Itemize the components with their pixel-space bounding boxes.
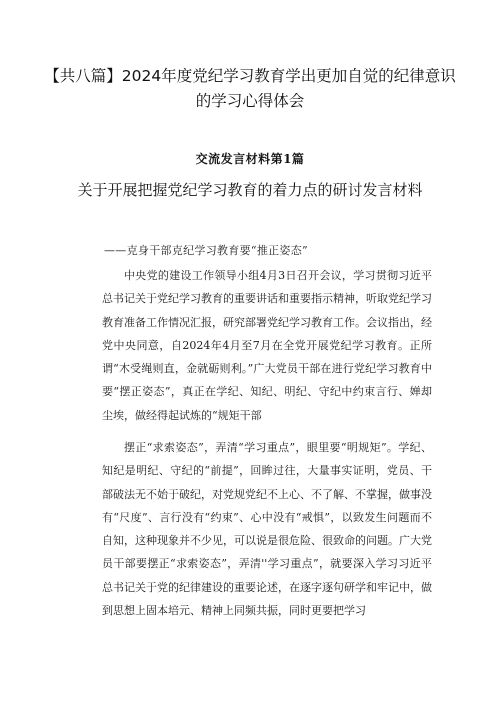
body-paragraph-1: 中央党的建设工作领导小组4月3日召开会议，学习贯彻习近平总书记关于党纪学习教育的重要讲话和重要指示精神，听取党纪学习教育准备工作情况汇报，研究部署党纪学习教育工作。会议指出，经党中央同意，自2024年4月至7月在全党开展党纪学习教育。正所谓“木受绳则直，金就砺则利。”广大党员干部在进行党纪学习教育中要“摆正姿态”，真正在学纪、知纪、明纪、守纪中约束言行、婵却尘埃，做经得起试炼的“规矩干部	[102, 269, 432, 422]
section-label: 交流发言材料第1篇	[195, 152, 305, 166]
article-title: 关于开展把握党纪学习教育的着力点的研讨发言材料	[77, 181, 423, 199]
article-byline: ——克身干部克纪学习教育要“推正姿态”	[104, 244, 308, 257]
body-paragraph-2: 摆正“求索姿态”，弄清“学习重点”，眼里要“明规矩”。学纪、知纪是明纪、守纪的“前提”，回眸过往，大量事实证明，党员、干部破法无不始于破纪，对党规党纪不上心、不了解、不掌握，做事没有“尺度”、言行没有“约束”、心中没有“戒惧”，以致发生问题而不自知，这种现象并不少见，可以说是很危险、很致命的问题。广大党员干部要摆正“求索姿态”，弄清''学习重点”，就要深入学习习近平总书记关于党的纪律建设的重要论述，在逐字逐句研学和牢记中，做到思想上固本培元、精神上同频共振，同时更要把学习	[102, 441, 432, 618]
document-title: 【共八篇】2024年度党纪学习教育学出更加自觉的纪律意识的学习心得体会	[44, 67, 456, 110]
